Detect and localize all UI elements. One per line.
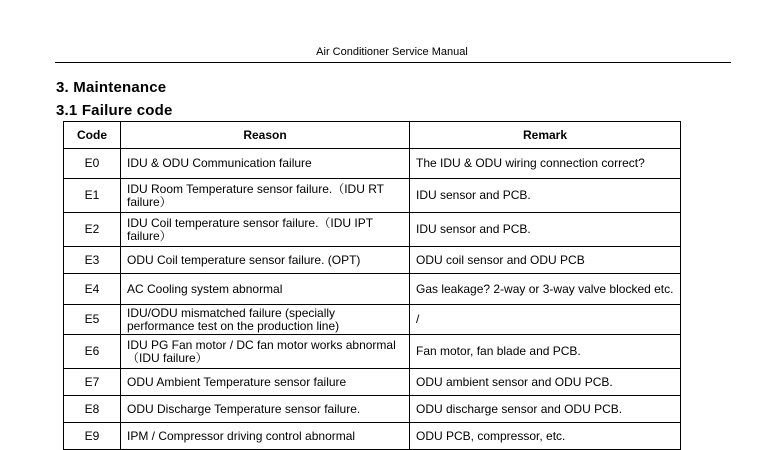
row-reason: IDU/ODU mismatched failure (specially performance test on the production line) (121, 305, 410, 335)
table-row (64, 305, 681, 335)
row-code: E9 (64, 423, 121, 450)
row-reason: IDU PG Fan motor / DC fan motor works abnormal（IDU failure） (121, 335, 410, 369)
column-header-code: Code (64, 122, 121, 149)
subsection-title: 3.1 Failure code (56, 102, 173, 119)
row-remark: Gas leakage? 2-way or 3-way valve blocked etc. (410, 274, 681, 305)
column-header-reason: Reason (121, 122, 410, 149)
row-remark: ODU PCB, compressor, etc. (410, 423, 681, 450)
row-code: E7 (64, 369, 121, 396)
table-row (64, 149, 681, 179)
table-row (64, 179, 681, 213)
row-code: E6 (64, 335, 121, 369)
row-remark: The IDU & ODU wiring connection correct? (410, 149, 681, 179)
table-header-row (64, 122, 681, 149)
table-row (64, 335, 681, 369)
table-row (64, 274, 681, 305)
row-remark: IDU sensor and PCB. (410, 179, 681, 213)
row-remark: ODU ambient sensor and ODU PCB. (410, 369, 681, 396)
running-header: Air Conditioner Service Manual (316, 46, 468, 58)
row-code: E8 (64, 396, 121, 423)
table-row (64, 213, 681, 247)
table-row (64, 369, 681, 396)
section-title: 3. Maintenance (56, 79, 167, 96)
row-reason: ODU Coil temperature sensor failure. (OPT) (121, 247, 410, 274)
row-reason: AC Cooling system abnormal (121, 274, 410, 305)
failure-code-table (63, 121, 681, 450)
row-code: E3 (64, 247, 121, 274)
row-reason: IDU & ODU Communication failure (121, 149, 410, 179)
row-remark: / (410, 305, 681, 335)
row-code: E5 (64, 305, 121, 335)
table-row (64, 396, 681, 423)
table-row (64, 423, 681, 450)
column-header-remark: Remark (410, 122, 681, 149)
row-reason: IDU Coil temperature sensor failure.（IDU IPT failure） (121, 213, 410, 247)
row-code: E2 (64, 213, 121, 247)
row-code: E1 (64, 179, 121, 213)
row-remark: Fan motor, fan blade and PCB. (410, 335, 681, 369)
row-reason: ODU Ambient Temperature sensor failure (121, 369, 410, 396)
row-code: E4 (64, 274, 121, 305)
row-reason: IPM / Compressor driving control abnormal (121, 423, 410, 450)
row-remark: ODU coil sensor and ODU PCB (410, 247, 681, 274)
row-remark: IDU sensor and PCB. (410, 213, 681, 247)
row-code: E0 (64, 149, 121, 179)
row-reason: IDU Room Temperature sensor failure.（IDU RT failure） (121, 179, 410, 213)
table-row (64, 247, 681, 274)
row-reason: ODU Discharge Temperature sensor failure. (121, 396, 410, 423)
row-remark: ODU discharge sensor and ODU PCB. (410, 396, 681, 423)
header-rule (55, 62, 731, 63)
